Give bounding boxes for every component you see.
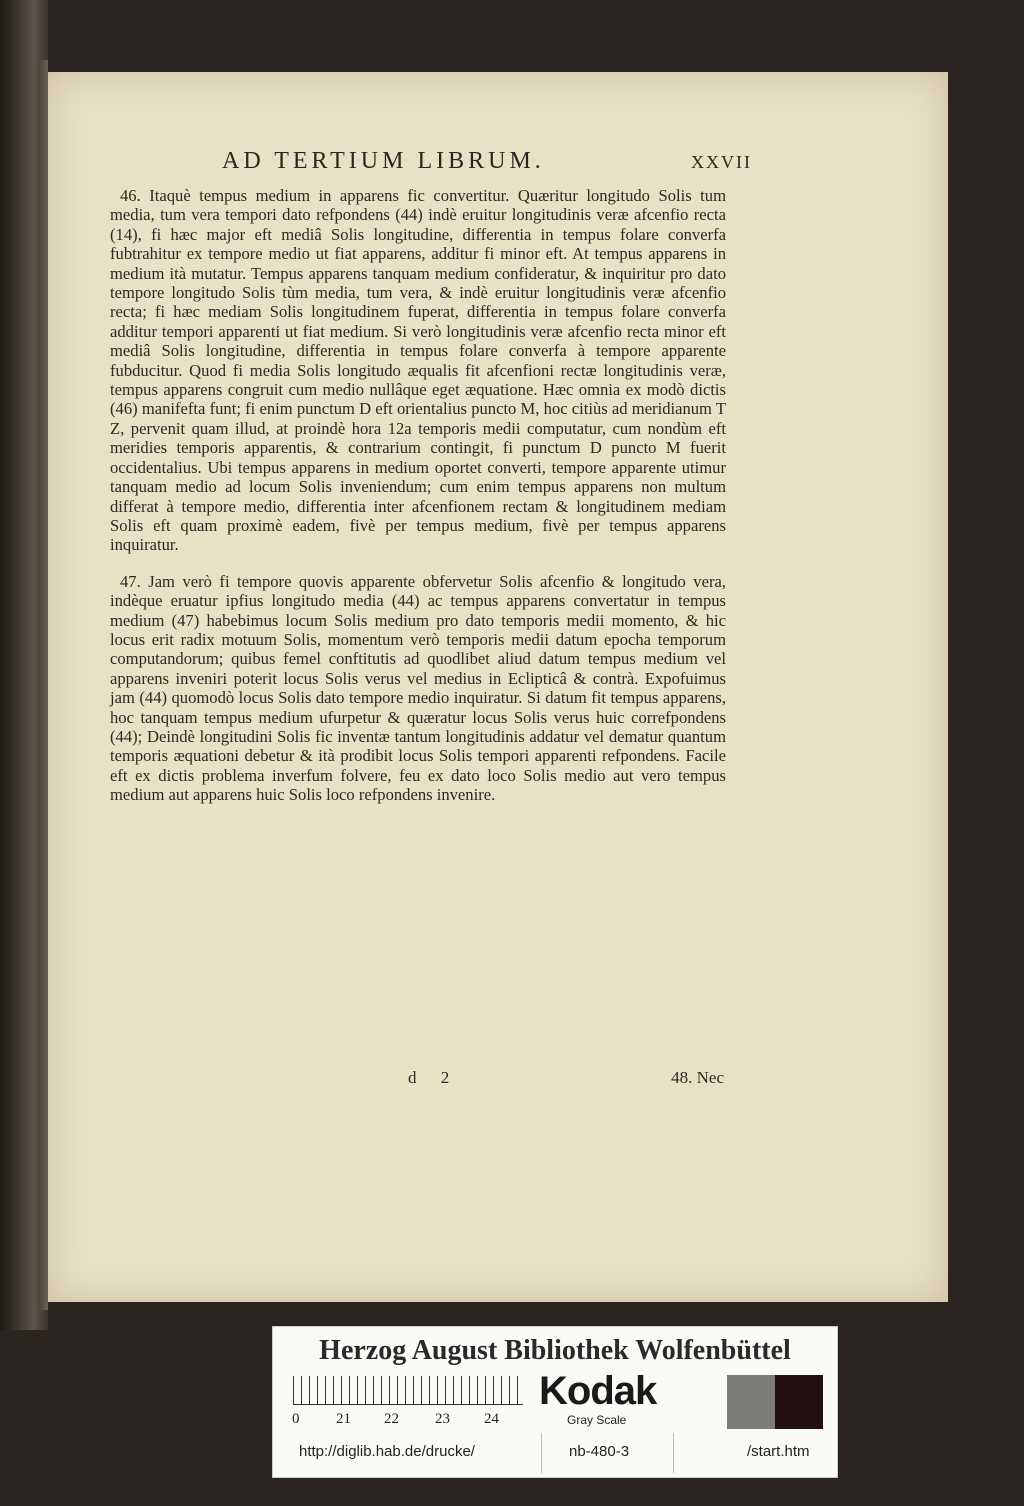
- ruler-label: 24: [484, 1411, 499, 1427]
- library-url: http://diglib.hab.de/drucke/: [299, 1443, 475, 1460]
- ruler-label: 23: [435, 1411, 450, 1427]
- library-name: Herzog August Bibliothek Wolfenbüttel: [319, 1335, 791, 1366]
- start-page-link: /start.htm: [747, 1443, 810, 1460]
- paragraph-46: 46. Itaquè tempus medium in apparens fic convertitur. Quæritur longitudo Solis tum media, tum vera tempori dato refpondens (44) indè eruitur longitudinis veræ afcenfio recta (14), fi hæc major eft mediâ Solis longitudine, differentia in tempus folare converfa fubtrahitur ex tempore medio ut fiat apparens, additur fi minor eft. At tempus apparens in medium ità mutatur. Tempus apparens tanquam medium confideratur, & inquiritur pro dato tempore longitudo Solis tùm media, tum vera, & indè eruitur longitudinis veræ afcenfio recta; fi hæc mediam Solis longitudinem fuperat, differentia in tempus folare converfa additur tempori apparenti ut fiat medium. Si verò longitudinis veræ afcenfio recta minor eft mediâ Solis longitudine, differentia in tempus folare converfa à tempore apparente fubducitur. Quod fi media Solis longitudo æqualis fit afcenfioni rectæ longitudinis veræ, tempus apparens congruit cum medio nullâque eget æquatione. Hæc omnia ex modò dictis (46) manifefta funt; fi enim punctum D eft orientalius puncto M, hoc citiùs ad meridianum T Z, pervenit quam illud, at proindè hora 12a temporis medii computatur, cum nondùm eft meridies temporis apparentis, & contrarium contingit, fi punctum D puncto M fuerit occidentalius. Ubi tempus apparens in medium oportet converti, tempore apparente utimur tanquam medio ad locum Solis inveniendum; cum enim tempus apparens non multum differat à tempore medio, differentia inter afcenfionem rectam & longitudinem mediam Solis eft quam proximè eadem, fivè per tempus medium, fivè per tempus apparens inquiratur.: [110, 186, 726, 555]
- gray-swatch-mid: [727, 1375, 775, 1429]
- catchword: 48. Nec: [671, 1068, 724, 1087]
- color-calibration-target: [272, 1326, 838, 1478]
- running-title: AD TERTIUM LIBRUM.: [222, 148, 545, 174]
- gray-swatch-dark: [775, 1375, 823, 1429]
- page-footer: [110, 1068, 726, 1094]
- page-number: XXVII: [691, 152, 752, 172]
- ruler-label: 21: [336, 1411, 351, 1427]
- target-divider: [541, 1433, 542, 1473]
- ruler-label: 22: [384, 1411, 399, 1427]
- ruler-scale: [293, 1376, 523, 1405]
- paragraph-47: 47. Jam verò fi tempore quovis apparente obfervetur Solis afcenfio & longitudo vera, indèque eruatur ipfius longitudo media (44) ac tempus apparens convertatur in tempus medium (47) habebimus locum Solis medium pro dato temporis medii momento, & hic locus erit radix motuum Solis, momentum verò temporis medii datum epocha temporum computandorum; quibus femel conftitutis ad quodlibet aliud datum tempus medium vel apparens inveniri poterit locus Solis verus vel medius in Eclipticâ & contrà. Expofuimus jam (44) quomodò locus Solis dato tempore medio inquiratur. Si datum fit tempus apparens, hoc tanquam tempus medium ufurpetur & quæratur locus Solis verus huic correfpondens (44); Deindè longitudini Solis fic inventæ tantum longitudinis addatur vel dematur quantum temporis æquationi debetur & ità prodibit locus Solis tempori apparenti refpondens. Facile eft ex dictis problema inverfum folvere, feu ex dato loco Solis medio aut vero tempus medium aut apparens huic Solis loco refpondens invenire.: [110, 571, 726, 805]
- gray-scale-label: Gray Scale: [567, 1413, 627, 1427]
- running-header: [222, 148, 752, 182]
- page-binding-edge: [38, 60, 48, 1310]
- kodak-logo: Kodak: [539, 1369, 657, 1413]
- shelfmark: nb-480-3: [569, 1443, 630, 1460]
- body-text: [110, 186, 726, 805]
- target-divider: [673, 1433, 674, 1473]
- signature-mark: d 2: [408, 1068, 460, 1087]
- ruler-label: 0: [292, 1411, 300, 1427]
